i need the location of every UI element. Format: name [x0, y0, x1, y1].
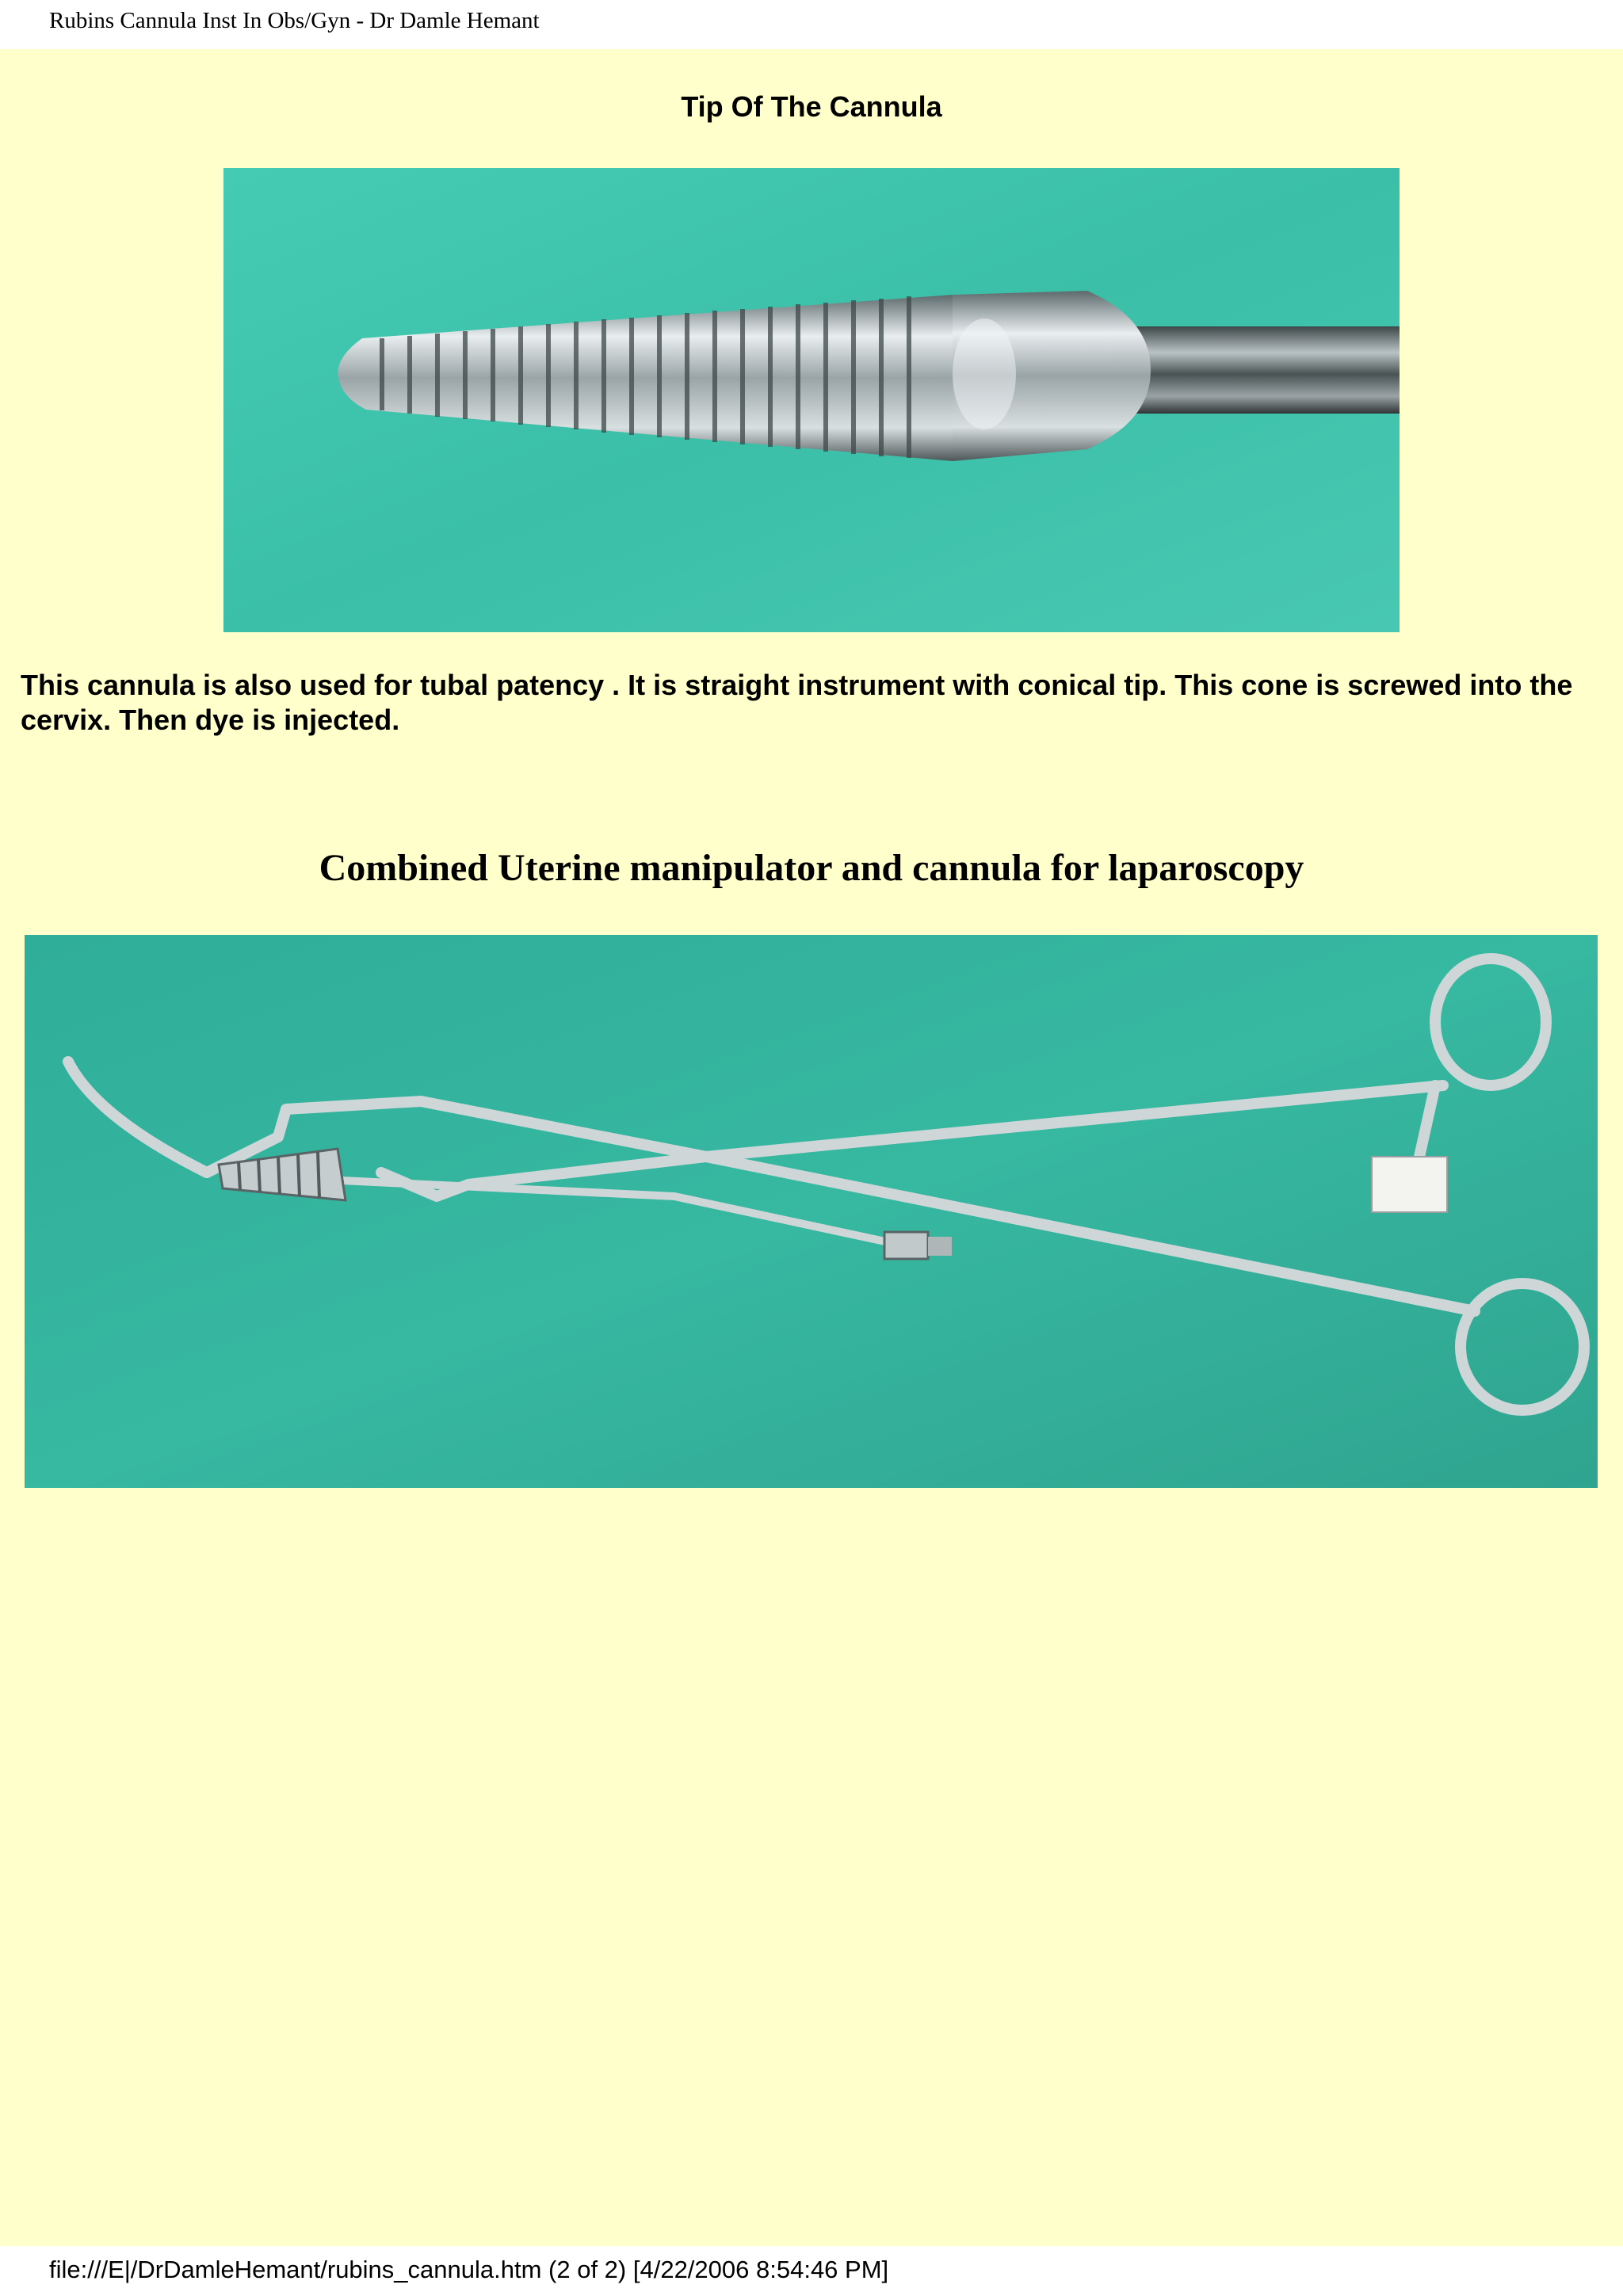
- cannula-tip-photo: [223, 168, 1400, 632]
- tip-heading: Tip Of The Cannula: [681, 90, 942, 123]
- manipulator-heading: Combined Uterine manipulator and cannula for laparoscopy: [319, 847, 1304, 889]
- cannula-description: This cannula is also used for tubal patency . It is straight instrument with conical tip. This cone is screwed into the cervix. Then dye is injected.: [21, 669, 1573, 736]
- page-url: file:///E|/DrDamleHemant/rubins_cannula.htm (2 of 2) [4/22/2006 8:54:46 PM]: [49, 2256, 889, 2283]
- uterine-manipulator-photo: [25, 935, 1598, 1488]
- page-title: Rubins Cannula Inst In Obs/Gyn - Dr Damle Hemant: [49, 8, 540, 33]
- print-header: [0, 0, 1623, 49]
- print-footer: [0, 2246, 1623, 2296]
